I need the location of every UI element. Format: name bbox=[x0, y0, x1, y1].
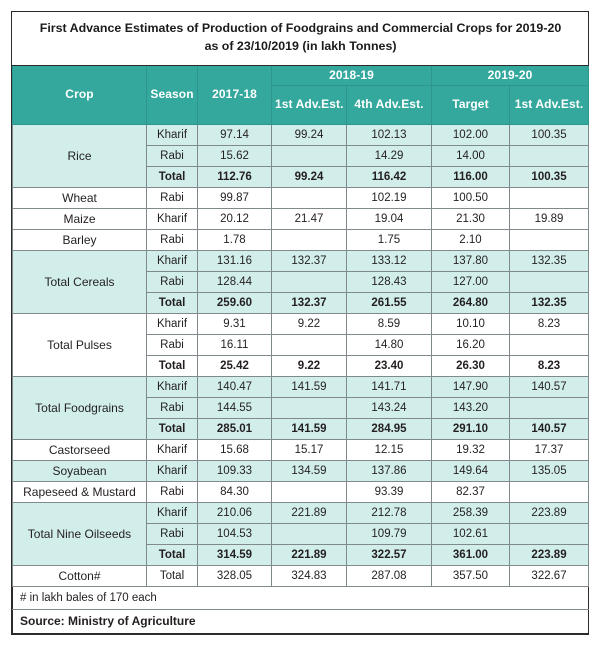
season-cell: Rabi bbox=[147, 271, 198, 292]
value-cell bbox=[510, 271, 589, 292]
season-cell: Rabi bbox=[147, 187, 198, 208]
value-cell: 134.59 bbox=[272, 460, 347, 481]
value-cell: 19.04 bbox=[347, 208, 432, 229]
col-header-season: Season bbox=[147, 65, 198, 124]
value-cell: 2.10 bbox=[432, 229, 510, 250]
value-cell: 102.13 bbox=[347, 124, 432, 145]
crop-name-cell: Rice bbox=[13, 124, 147, 187]
col-group-header-2019-20: 2019-20 bbox=[432, 65, 589, 85]
report-table-card bbox=[11, 11, 589, 635]
value-cell: 223.89 bbox=[510, 502, 589, 523]
table-row bbox=[13, 481, 589, 502]
season-cell: Kharif bbox=[147, 208, 198, 229]
value-cell: 361.00 bbox=[432, 544, 510, 565]
value-cell: 144.55 bbox=[198, 397, 272, 418]
value-cell: 14.80 bbox=[347, 334, 432, 355]
table-row bbox=[13, 250, 589, 271]
col-header-2019-20-1st-adv-est: 1st Adv.Est. bbox=[510, 85, 589, 124]
season-cell: Total bbox=[147, 418, 198, 439]
value-cell: 99.24 bbox=[272, 124, 347, 145]
value-cell: 143.20 bbox=[432, 397, 510, 418]
value-cell: 15.68 bbox=[198, 439, 272, 460]
production-estimates-table bbox=[12, 12, 589, 634]
value-cell bbox=[510, 523, 589, 544]
report-title-line-1: First Advance Estimates of Production of Foodgrains and Commercial Crops for 2019-20 bbox=[39, 21, 562, 35]
value-cell: 223.89 bbox=[510, 544, 589, 565]
value-cell: 26.30 bbox=[432, 355, 510, 376]
value-cell: 93.39 bbox=[347, 481, 432, 502]
value-cell: 127.00 bbox=[432, 271, 510, 292]
value-cell: 221.89 bbox=[272, 544, 347, 565]
value-cell: 99.24 bbox=[272, 166, 347, 187]
value-cell: 291.10 bbox=[432, 418, 510, 439]
crop-name-cell: Castorseed bbox=[13, 439, 147, 460]
value-cell: 314.59 bbox=[198, 544, 272, 565]
value-cell: 102.61 bbox=[432, 523, 510, 544]
table-body bbox=[13, 124, 589, 586]
value-cell: 16.11 bbox=[198, 334, 272, 355]
value-cell: 116.42 bbox=[347, 166, 432, 187]
value-cell: 212.78 bbox=[347, 502, 432, 523]
crop-name-cell: Soyabean bbox=[13, 460, 147, 481]
table-row bbox=[13, 313, 589, 334]
value-cell: 109.79 bbox=[347, 523, 432, 544]
value-cell bbox=[272, 187, 347, 208]
value-cell: 9.22 bbox=[272, 355, 347, 376]
season-cell: Kharif bbox=[147, 439, 198, 460]
crop-name-cell: Cotton# bbox=[13, 565, 147, 586]
value-cell: 141.59 bbox=[272, 376, 347, 397]
value-cell: 9.31 bbox=[198, 313, 272, 334]
value-cell: 132.35 bbox=[510, 292, 589, 313]
value-cell: 131.16 bbox=[198, 250, 272, 271]
value-cell bbox=[510, 145, 589, 166]
footnote-row bbox=[13, 586, 589, 609]
report-title-line-2: as of 23/10/2019 (in lakh Tonnes) bbox=[204, 38, 397, 53]
crop-name-cell: Wheat bbox=[13, 187, 147, 208]
value-cell: 137.80 bbox=[432, 250, 510, 271]
value-cell: 102.19 bbox=[347, 187, 432, 208]
value-cell bbox=[272, 523, 347, 544]
value-cell: 132.35 bbox=[510, 250, 589, 271]
value-cell: 128.44 bbox=[198, 271, 272, 292]
season-cell: Total bbox=[147, 355, 198, 376]
source-text: Source: Ministry of Agriculture bbox=[13, 609, 589, 633]
value-cell: 141.59 bbox=[272, 418, 347, 439]
value-cell bbox=[510, 481, 589, 502]
value-cell: 23.40 bbox=[347, 355, 432, 376]
value-cell: 140.47 bbox=[198, 376, 272, 397]
value-cell: 99.87 bbox=[198, 187, 272, 208]
col-group-header-2018-19: 2018-19 bbox=[272, 65, 432, 85]
value-cell: 284.95 bbox=[347, 418, 432, 439]
value-cell bbox=[510, 334, 589, 355]
value-cell: 132.37 bbox=[272, 250, 347, 271]
season-cell: Rabi bbox=[147, 397, 198, 418]
col-header-2018-19-1st-adv-est: 1st Adv.Est. bbox=[272, 85, 347, 124]
value-cell: 137.86 bbox=[347, 460, 432, 481]
value-cell: 15.17 bbox=[272, 439, 347, 460]
col-header-crop: Crop bbox=[13, 65, 147, 124]
value-cell: 20.12 bbox=[198, 208, 272, 229]
value-cell: 8.59 bbox=[347, 313, 432, 334]
value-cell bbox=[510, 187, 589, 208]
crop-name-cell: Total Nine Oilseeds bbox=[13, 502, 147, 565]
value-cell: 19.32 bbox=[432, 439, 510, 460]
col-header-2019-20-target: Target bbox=[432, 85, 510, 124]
table-row bbox=[13, 187, 589, 208]
value-cell: 285.01 bbox=[198, 418, 272, 439]
value-cell bbox=[272, 229, 347, 250]
season-cell: Kharif bbox=[147, 376, 198, 397]
value-cell: 14.29 bbox=[347, 145, 432, 166]
value-cell: 132.37 bbox=[272, 292, 347, 313]
value-cell: 221.89 bbox=[272, 502, 347, 523]
season-cell: Total bbox=[147, 544, 198, 565]
value-cell: 19.89 bbox=[510, 208, 589, 229]
season-cell: Total bbox=[147, 292, 198, 313]
value-cell: 21.30 bbox=[432, 208, 510, 229]
value-cell: 259.60 bbox=[198, 292, 272, 313]
value-cell: 100.50 bbox=[432, 187, 510, 208]
value-cell: 328.05 bbox=[198, 565, 272, 586]
table-row bbox=[13, 460, 589, 481]
value-cell: 112.76 bbox=[198, 166, 272, 187]
value-cell: 16.20 bbox=[432, 334, 510, 355]
value-cell: 8.23 bbox=[510, 313, 589, 334]
table-row bbox=[13, 502, 589, 523]
value-cell bbox=[272, 334, 347, 355]
value-cell: 15.62 bbox=[198, 145, 272, 166]
value-cell: 14.00 bbox=[432, 145, 510, 166]
value-cell bbox=[272, 145, 347, 166]
season-cell: Rabi bbox=[147, 334, 198, 355]
value-cell bbox=[510, 229, 589, 250]
value-cell: 1.78 bbox=[198, 229, 272, 250]
season-cell: Kharif bbox=[147, 502, 198, 523]
season-cell: Total bbox=[147, 166, 198, 187]
value-cell: 21.47 bbox=[272, 208, 347, 229]
season-cell: Rabi bbox=[147, 481, 198, 502]
value-cell: 12.15 bbox=[347, 439, 432, 460]
season-cell: Kharif bbox=[147, 250, 198, 271]
value-cell: 102.00 bbox=[432, 124, 510, 145]
table-row bbox=[13, 208, 589, 229]
value-cell: 140.57 bbox=[510, 376, 589, 397]
value-cell: 261.55 bbox=[347, 292, 432, 313]
value-cell bbox=[510, 397, 589, 418]
crop-name-cell: Total Foodgrains bbox=[13, 376, 147, 439]
crop-name-cell: Rapeseed & Mustard bbox=[13, 481, 147, 502]
crop-name-cell: Maize bbox=[13, 208, 147, 229]
value-cell bbox=[272, 271, 347, 292]
report-title bbox=[13, 12, 589, 65]
value-cell: 116.00 bbox=[432, 166, 510, 187]
value-cell: 97.14 bbox=[198, 124, 272, 145]
season-cell: Kharif bbox=[147, 313, 198, 334]
col-header-2017-18: 2017-18 bbox=[198, 65, 272, 124]
value-cell: 17.37 bbox=[510, 439, 589, 460]
value-cell: 25.42 bbox=[198, 355, 272, 376]
value-cell: 287.08 bbox=[347, 565, 432, 586]
value-cell: 264.80 bbox=[432, 292, 510, 313]
value-cell: 357.50 bbox=[432, 565, 510, 586]
season-cell: Total bbox=[147, 565, 198, 586]
value-cell: 8.23 bbox=[510, 355, 589, 376]
source-row bbox=[13, 609, 589, 633]
crop-name-cell: Total Pulses bbox=[13, 313, 147, 376]
season-cell: Rabi bbox=[147, 229, 198, 250]
value-cell: 82.37 bbox=[432, 481, 510, 502]
value-cell: 141.71 bbox=[347, 376, 432, 397]
value-cell: 1.75 bbox=[347, 229, 432, 250]
table-row bbox=[13, 565, 589, 586]
crop-name-cell: Total Cereals bbox=[13, 250, 147, 313]
value-cell: 258.39 bbox=[432, 502, 510, 523]
header-row-top bbox=[13, 65, 589, 85]
table-row bbox=[13, 376, 589, 397]
season-cell: Kharif bbox=[147, 124, 198, 145]
value-cell: 9.22 bbox=[272, 313, 347, 334]
value-cell: 322.57 bbox=[347, 544, 432, 565]
season-cell: Rabi bbox=[147, 145, 198, 166]
season-cell: Rabi bbox=[147, 523, 198, 544]
value-cell: 147.90 bbox=[432, 376, 510, 397]
crop-name-cell: Barley bbox=[13, 229, 147, 250]
table-row bbox=[13, 229, 589, 250]
value-cell: 324.83 bbox=[272, 565, 347, 586]
table-row bbox=[13, 439, 589, 460]
title-row bbox=[13, 12, 589, 65]
value-cell: 149.64 bbox=[432, 460, 510, 481]
col-header-2018-19-4th-adv-est: 4th Adv.Est. bbox=[347, 85, 432, 124]
value-cell: 109.33 bbox=[198, 460, 272, 481]
value-cell: 143.24 bbox=[347, 397, 432, 418]
value-cell: 104.53 bbox=[198, 523, 272, 544]
value-cell: 128.43 bbox=[347, 271, 432, 292]
value-cell: 140.57 bbox=[510, 418, 589, 439]
value-cell: 210.06 bbox=[198, 502, 272, 523]
value-cell: 84.30 bbox=[198, 481, 272, 502]
value-cell: 100.35 bbox=[510, 124, 589, 145]
value-cell bbox=[272, 397, 347, 418]
value-cell: 100.35 bbox=[510, 166, 589, 187]
footnote-text: # in lakh bales of 170 each bbox=[13, 586, 589, 609]
value-cell: 322.67 bbox=[510, 565, 589, 586]
value-cell: 135.05 bbox=[510, 460, 589, 481]
value-cell bbox=[272, 481, 347, 502]
table-row bbox=[13, 124, 589, 145]
season-cell: Kharif bbox=[147, 460, 198, 481]
value-cell: 10.10 bbox=[432, 313, 510, 334]
value-cell: 133.12 bbox=[347, 250, 432, 271]
